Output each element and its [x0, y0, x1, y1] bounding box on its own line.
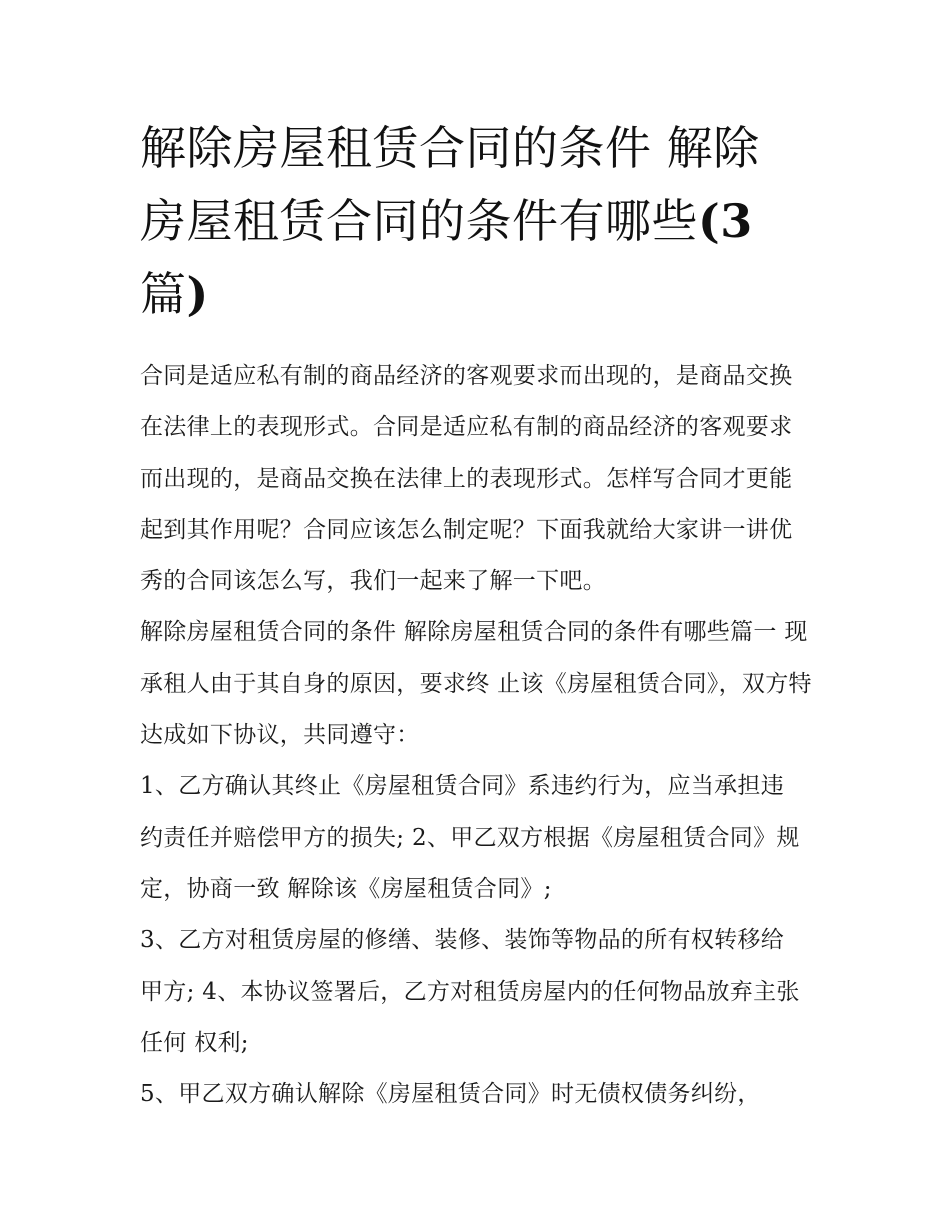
paragraph-clause-3-4: 3、乙方对租赁房屋的修缮、装修、装饰等物品的所有权转移给 甲方; 4、本协议签署后，乙方对租赁房屋内的任何物品放弃主张任何 权利; [140, 927, 800, 1056]
title-line-3: 篇 [140, 267, 187, 321]
title-line-3-suffix: ) [186, 267, 209, 321]
title-line-2-suffix: (3 [698, 194, 753, 248]
paragraph-intro: 合同是适应私有制的商品经济的客观要求而出现的，是商品交换在法律上的表现形式。合同是适应私有制的商品经济的客观要求而出现的，是商品交换在法律上的表现形式。怎样写合同才更能起到其作用呢？合同应该怎么制定呢？下面我就给大家讲一讲优秀的合同该怎么写，我们一起来了解一下吧。 [140, 363, 793, 595]
paragraph-clause-5: 5、甲乙双方确认解除《房屋租赁合同》时无债权债务纠纷， [140, 1081, 761, 1108]
title-line-1: 解除房屋租赁合同的条件 解除 [140, 121, 760, 175]
document-body [140, 351, 812, 1120]
paragraph-clause-1-2: 1、乙方确认其终止《房屋租赁合同》系违约行为，应当承担违 约责任并赔偿甲方的损失; 2、甲乙双方根据《房屋租赁合同》规定，协商一致 解除该《房屋租赁合同》; [140, 773, 800, 902]
title-line-2: 房屋租赁合同的条件有哪些 [140, 194, 698, 248]
document-page [140, 112, 812, 1120]
document-title [140, 112, 812, 331]
paragraph-section-one: 解除房屋租赁合同的条件 解除房屋租赁合同的条件有哪些篇一 现承租人由于其自身的原因，要求终 止该《房屋租赁合同》，双方特达成如下协议，共同遵守： [140, 619, 812, 749]
